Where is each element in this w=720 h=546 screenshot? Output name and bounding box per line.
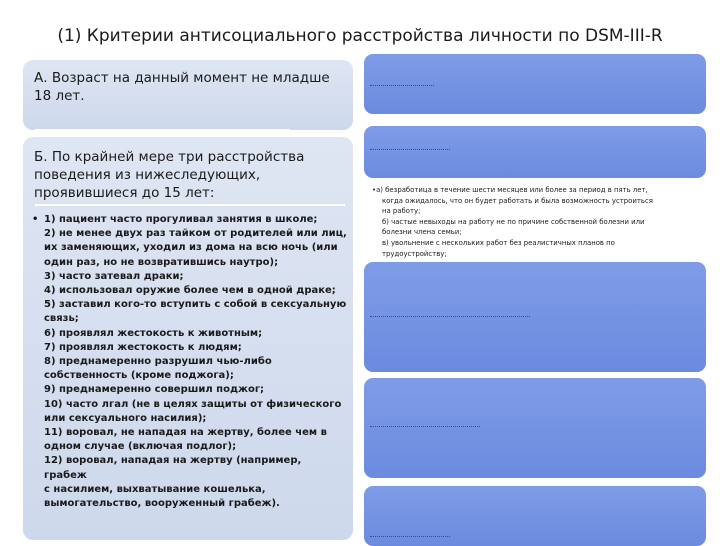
list-item: болезни члена семьи; [382,228,462,237]
divider [35,129,290,131]
list-item: 3) часто затевал драки; [44,270,184,282]
list-item: •а) безработица в течение шести месяцев или более за период в пять лет, [372,186,648,194]
criterion-a-box [23,60,353,130]
criterion-c-box [364,54,706,114]
criterion-b-box [23,137,353,540]
criterion-e-box [364,262,706,372]
behavior-list [32,213,347,511]
criterion-d-box [364,126,706,178]
list-item: 5) заставил кого-то вступить с собой в сексуальную [44,299,347,311]
list-item: 10) часто лгал (не в целях защиты от физического [44,398,342,410]
page-title: (1) Критерии антисоциального расстройства личности по DSM-III-R [57,26,663,46]
list-item: один раз, но не возвратившись наутро); [44,256,279,268]
list-item: б) частые невыходы на работу не по причине собственной болезни или [382,217,645,226]
list-item: собственность (кроме поджога); [44,370,234,382]
placeholder-line [370,316,530,318]
bullet-icon: • [372,186,377,194]
list-item: связь; [44,313,79,325]
list-item: 7) проявлял жестокость к людям; [44,341,242,353]
criterion-a-text: А. Возраст на данный момент не младше 18 лет. [34,70,330,104]
placeholder-line [370,426,480,428]
list-item: трудоустройству; [382,249,447,258]
list-item: 2) не менее двух раз тайком от родителей или лиц, [44,228,347,240]
criterion-b-text: Б. По крайней мере три расстройства поведения из нижеследующих, проявившиеся до 15 лет: [34,149,305,201]
list-item: 9) преднамеренно совершил поджог; [44,384,265,396]
list-item: на работу; [382,207,421,216]
list-item: когда ожидалось, что он будет работать и была возможность устроиться [382,196,653,205]
adult-behavior-list [372,185,702,259]
list-item: 11) воровал, не нападая на жертву, более чем в [44,427,327,439]
divider [35,204,345,206]
list-item: в) увольнение с нескольких работ без реалистичных планов по [382,238,615,247]
placeholder-line [370,536,450,538]
list-item: или сексуального насилия); [44,412,207,424]
list-item: одном случае (включая подлог); [44,441,237,453]
placeholder-line [370,85,434,87]
list-item: • 1) пациент часто прогуливал занятия в школе; [32,213,347,227]
criterion-f-box [364,378,706,478]
list-item: 4) использовал оружие более чем в одной драке; [44,285,336,297]
list-item: 8) преднамеренно разрушил чью-либо [44,356,272,368]
list-item: вымогательство, вооруженный грабеж). [44,498,280,510]
criterion-g-box [364,486,706,546]
placeholder-line [370,149,450,151]
list-item: с насилием, выхватывание кошелька, [44,483,266,495]
list-item: 12) воровал, нападая на жертву (например, грабеж [44,455,302,481]
list-item: 6) проявлял жестокость к животным; [44,327,263,339]
bullet-icon: • [32,214,39,225]
list-item: их заменяющих, уходил из дома на всю ночь (или [44,242,338,254]
